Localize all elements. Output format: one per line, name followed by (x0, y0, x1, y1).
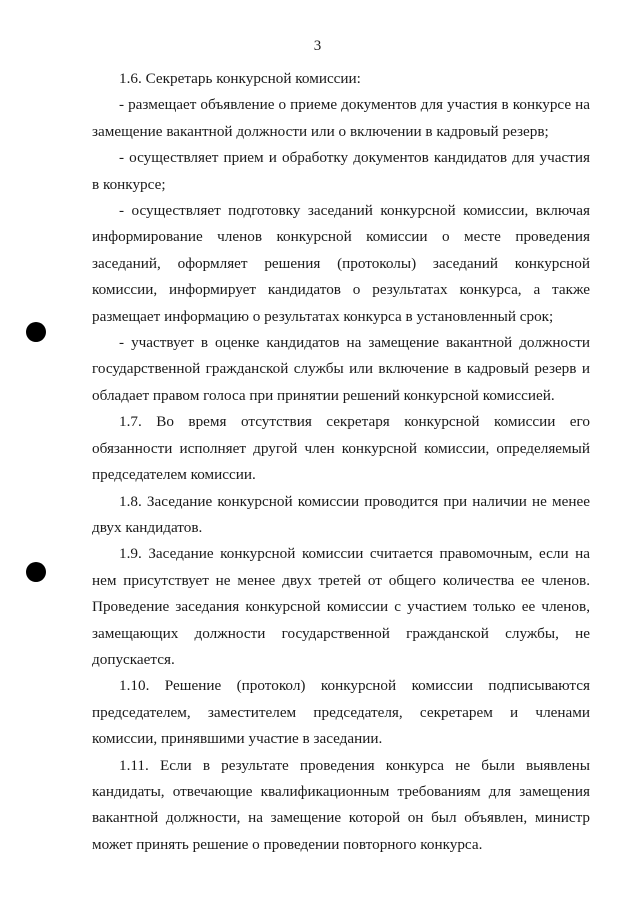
paragraph-1-6-item-3: - осуществляет подготовку заседаний конкурсной комиссии, включая информирование членов конкурсной комиссии о месте проведения заседаний, оформляет решения (протоколы) заседаний конкурсной комиссии, информирует кандидатов о результатах конкурса, а также размещает информацию о результатах конкурса в установленный срок; (92, 202, 590, 325)
punch-hole (26, 562, 46, 582)
punch-hole (26, 322, 46, 342)
page-number: 3 (313, 38, 322, 54)
paragraph-1-10: 1.10. Решение (протокол) конкурсной комиссии подписываются председателем, заместителем председателя, секретарем и членами комиссии, принявшими участие в заседании. (92, 677, 590, 748)
paragraph-1-6-item-1: - размещает объявление о приеме документов для участия в конкурсе на замещение вакантной должности или о включении в кадровый резерв; (92, 96, 590, 140)
paragraph-1-6-item-2: - осуществляет прием и обработку документов кандидатов для участия в конкурсе; (92, 149, 590, 193)
paragraph-1-7: 1.7. Во время отсутствия секретаря конкурсной комиссии его обязанности исполняет другой член конкурсной комиссии, определяемый председателем комиссии. (92, 413, 590, 484)
paragraph-1-11: 1.11. Если в результате проведения конкурса не были выявлены кандидаты, отвечающие квалификационным требованиям для замещения вакантной должности, на замещение которой он был объявлен, министр может принять решение о проведении повторного конкурса. (92, 756, 590, 853)
paragraph-1-6-item-4: - участвует в оценке кандидатов на замещение вакантной должности государственной гражданской службы или включение в кадровый резерв и обладает правом голоса при принятии решений конкурсной комиссией. (92, 334, 590, 404)
document-body (92, 66, 590, 858)
paragraph-1-9: 1.9. Заседание конкурсной комиссии считается правомочным, если на нем присутствует не менее двух третей от общего количества ее членов. Проведение заседания конкурсной комиссии с участием только ее членов, замещающих должности государственной гражданской службы, не допускается. (92, 545, 590, 668)
paragraph-1-8: 1.8. Заседание конкурсной комиссии проводится при наличии не менее двух кандидатов. (92, 492, 590, 536)
paragraph-1-6-heading: 1.6. Секретарь конкурсной комиссии: (119, 70, 361, 87)
